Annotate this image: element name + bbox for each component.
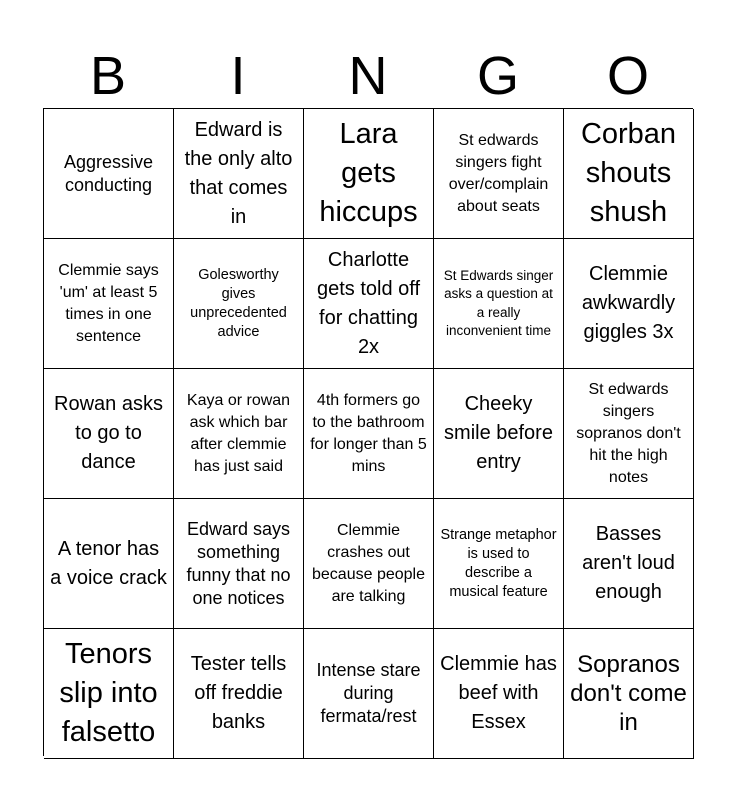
bingo-cell[interactable]: Edward says something funny that no one notices <box>174 499 304 629</box>
bingo-cell[interactable]: St edwards singers fight over/complain about seats <box>434 109 564 239</box>
bingo-cell[interactable]: 4th formers go to the bathroom for longer than 5 mins <box>304 369 434 499</box>
bingo-cell[interactable]: St Edwards singer asks a question at a really inconvenient time <box>434 239 564 369</box>
bingo-cell[interactable]: A tenor has a voice crack <box>44 499 174 629</box>
bingo-cell[interactable]: Tester tells off freddie banks <box>174 629 304 759</box>
bingo-cell[interactable]: Clemmie awkwardly giggles 3x <box>564 239 694 369</box>
bingo-cell[interactable]: Cheeky smile before entry <box>434 369 564 499</box>
bingo-cell[interactable]: Golesworthy gives unprecedented advice <box>174 239 304 369</box>
header-letter-i: I <box>230 46 246 106</box>
bingo-grid <box>43 108 693 756</box>
bingo-cell[interactable]: Strange metaphor is used to describe a musical feature <box>434 499 564 629</box>
bingo-cell[interactable]: Clemmie has beef with Essex <box>434 629 564 759</box>
bingo-header <box>43 44 693 108</box>
header-letter-o: O <box>606 46 649 106</box>
bingo-cell[interactable]: Aggressive conducting <box>44 109 174 239</box>
bingo-cell[interactable]: Clemmie crashes out because people are talking <box>304 499 434 629</box>
bingo-cell[interactable]: Rowan asks to go to dance <box>44 369 174 499</box>
bingo-cell[interactable]: Sopranos don't come in <box>564 629 694 759</box>
bingo-cell[interactable]: Basses aren't loud enough <box>564 499 694 629</box>
bingo-cell[interactable]: Intense stare during fermata/rest <box>304 629 434 759</box>
header-letter-n: N <box>348 46 388 106</box>
bingo-cell[interactable]: Edward is the only alto that comes in <box>174 109 304 239</box>
bingo-cell[interactable]: Tenors slip into falsetto <box>44 629 174 759</box>
bingo-cell[interactable]: Corban shouts shush <box>564 109 694 239</box>
bingo-cell[interactable]: Kaya or rowan ask which bar after clemmie has just said <box>174 369 304 499</box>
bingo-cell[interactable]: Lara gets hiccups <box>304 109 434 239</box>
header-letter-g: G <box>476 46 519 106</box>
header-letter-b: B <box>89 46 127 106</box>
bingo-cell[interactable]: St edwards singers sopranos don't hit the high notes <box>564 369 694 499</box>
bingo-cell[interactable]: Charlotte gets told off for chatting 2x <box>304 239 434 369</box>
bingo-cell[interactable]: Clemmie says 'um' at least 5 times in one sentence <box>44 239 174 369</box>
